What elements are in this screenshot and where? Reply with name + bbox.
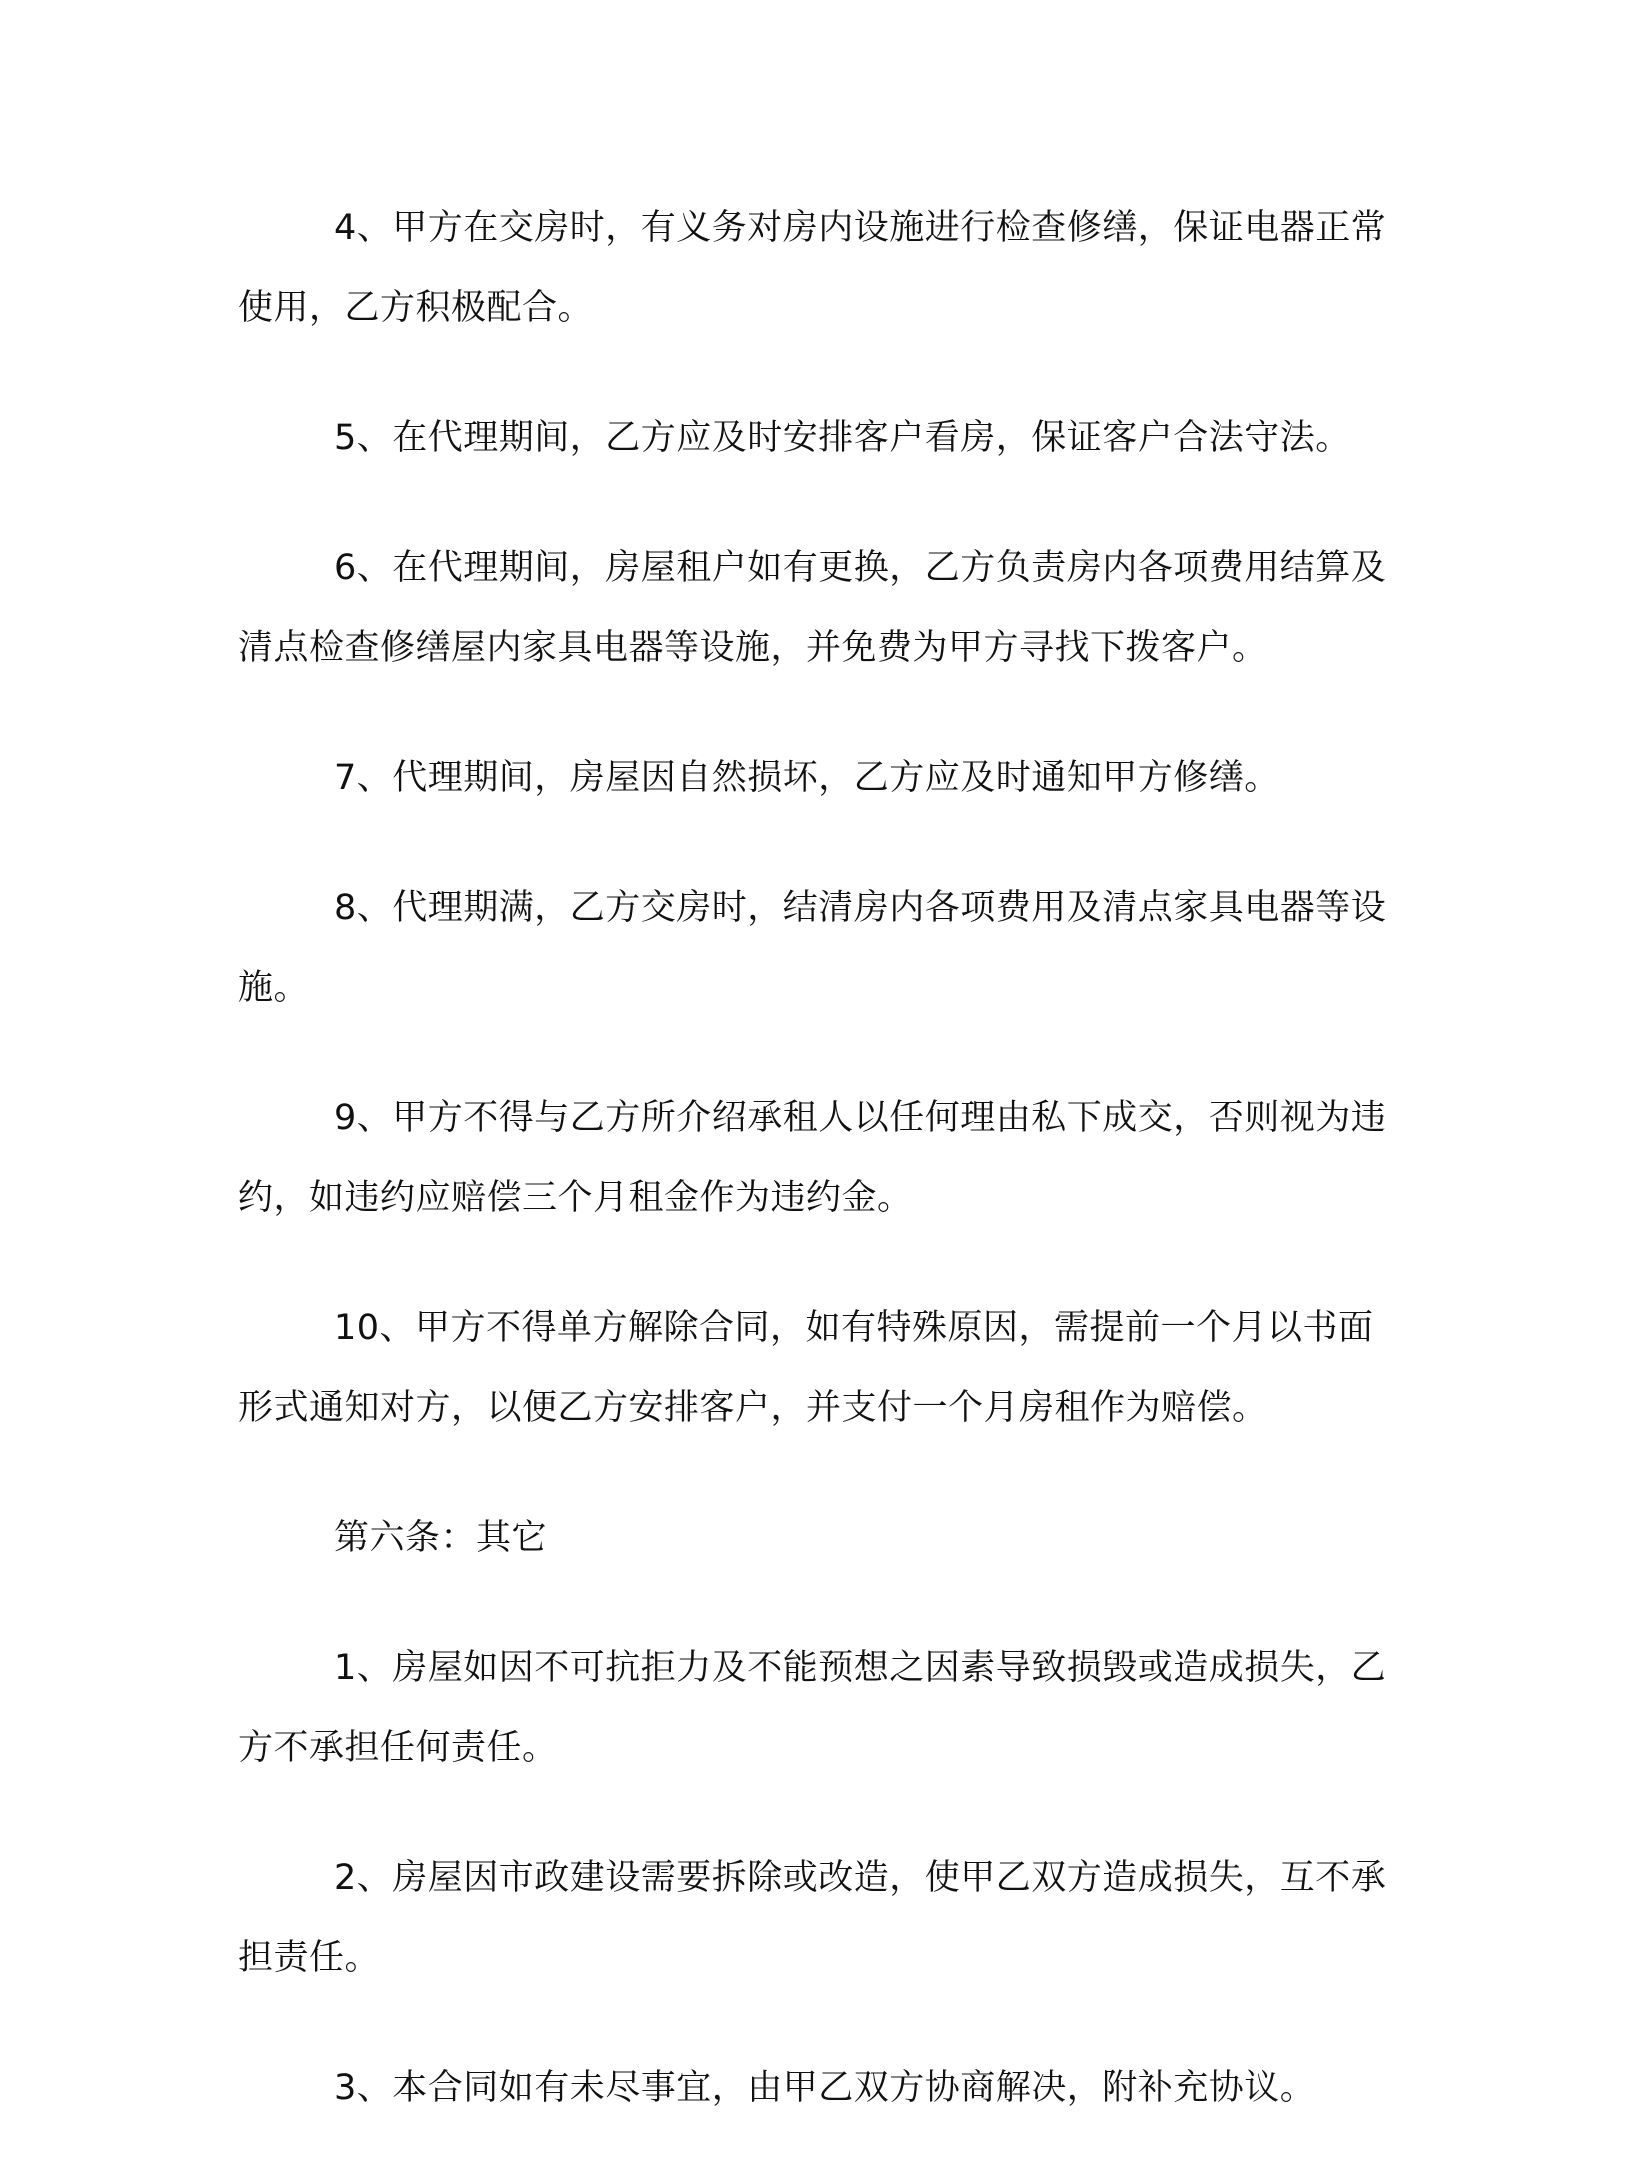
clause-10: 10、甲方不得单方解除合同，如有特殊原因，需提前一个月以书面形式通知对方，以便乙方安排客户，并支付一个月房租作为赔偿。 [238, 1308, 1374, 1428]
clause-5: 5、在代理期间，乙方应及时安排客户看房，保证客户合法守法。 [334, 418, 1351, 458]
clause-7: 7、代理期间，房屋因自然损坏，乙方应及时通知甲方修缮。 [334, 758, 1280, 798]
article-6-clause-3: 3、本合同如有未尽事宜，由甲乙双方协商解决，附补充协议。 [334, 2068, 1316, 2108]
clause-6: 6、在代理期间，房屋租户如有更换，乙方负责房内各项费用结算及清点检查修缮屋内家具电器等设施，并免费为甲方寻找下拨客户。 [238, 548, 1387, 668]
clause-9: 9、甲方不得与乙方所介绍承租人以任何理由私下成交，否则视为违约，如违约应赔偿三个月租金作为违约金。 [238, 1098, 1387, 1218]
article-6-heading: 第六条：其它 [334, 1518, 548, 1558]
clause-8: 8、代理期满，乙方交房时，结清房内各项费用及清点家具电器等设施。 [238, 888, 1387, 1008]
article-6-clause-1: 1、房屋如因不可抗拒力及不能预想之因素导致损毁或造成损失，乙方不承担任何责任。 [238, 1648, 1387, 1768]
clause-4: 4、甲方在交房时，有义务对房内设施进行检查修缮，保证电器正常使用，乙方积极配合。 [238, 208, 1387, 328]
document-body [238, 188, 1390, 2178]
article-6-clause-2: 2、房屋因市政建设需要拆除或改造，使甲乙双方造成损失，互不承担责任。 [238, 1858, 1387, 1978]
